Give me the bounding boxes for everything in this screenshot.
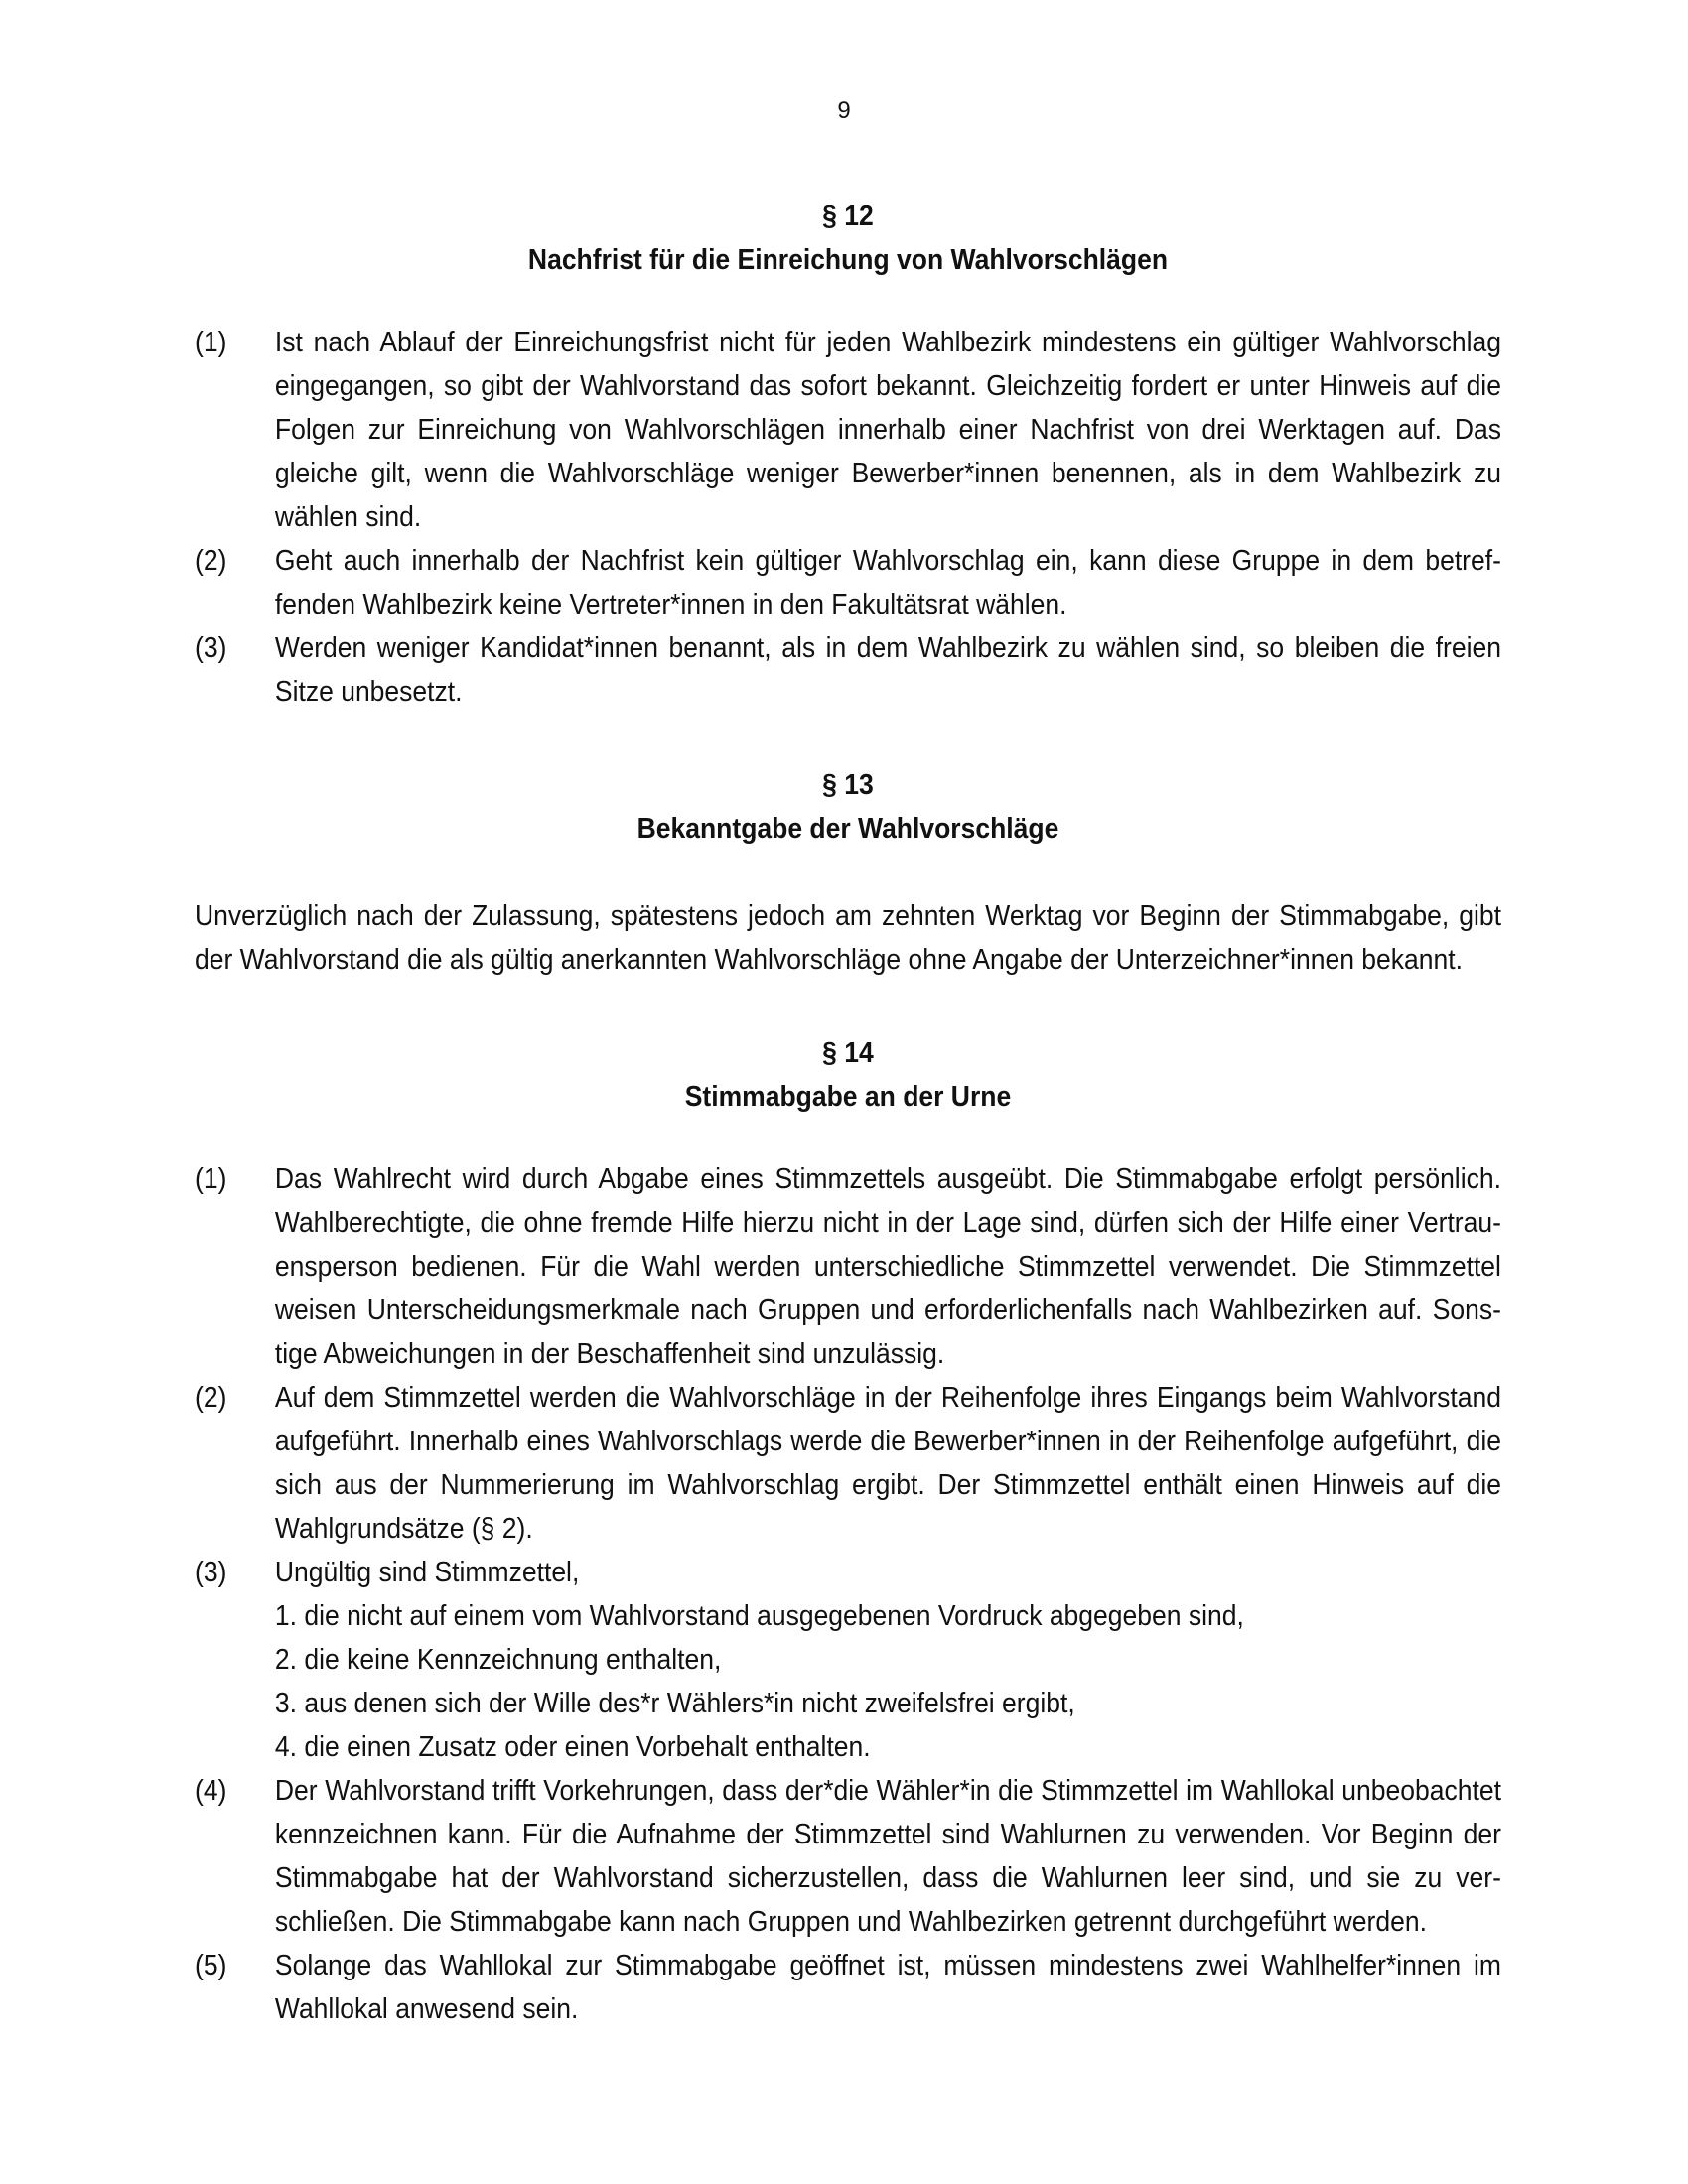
page-number: 9	[837, 97, 851, 124]
paragraph	[195, 1944, 1501, 2031]
paragraph-text: Ist nach Ablauf der Einreichungsfrist nicht für jeden Wahlbezirk mindestens ein gültiger Wahlvorschlag eingegangen, so gibt der Wahlvorstand das sofort bekannt. Gleichzeitig fordert er unter Hinweis auf die Folgen zur Einreichung von Wahlvorschlägen innerhalb einer Nachfrist von drei Werktagen auf. Das gleiche gilt, wenn die Wahlvorschläge weniger Bewerber*innen benennen, als in dem Wahlbezirk zu wählen sind.	[274, 327, 1501, 533]
list-item: 4. die einen Zusatz oder einen Vorbehalt enthalten.	[274, 1731, 871, 1763]
paragraph-text: Solange das Wahllokal zur Stimmabgabe geöffnet ist, müssen mindestens zwei Wahlhelfer*innen im Wahllokal anwesend sein.	[274, 1950, 1501, 2025]
paragraph-number: (2)	[195, 545, 227, 577]
paragraph-number: (1)	[195, 1163, 227, 1195]
paragraph-number: (4)	[195, 1775, 227, 1807]
paragraph	[195, 321, 1501, 539]
list-item: 1. die nicht auf einem vom Wahlvorstand ausgegebenen Vordruck abgegeben sind,	[274, 1600, 1244, 1632]
paragraph	[195, 626, 1501, 714]
paragraph-text: Das Wahlrecht wird durch Abgabe eines Stimmzettels ausgeübt. Die Stimmabgabe erfolgt persönlich. Wahlberechtigte, die ohne fremde Hilfe hierzu nicht in der Lage sind, dürfen sich der Hilfe einer Vertrauensperson bedienen. Für die Wahl werden unterschiedliche Stimmzettel verwendet. Die Stimmzettel weisen Unterscheidungsmerkmale nach Gruppen und erforderlichenfalls nach Wahlbezirken auf. Sonstige Abweichungen in der Beschaffenheit sind unzulässig.	[274, 1163, 1501, 1370]
section-14	[195, 1031, 1501, 2031]
list-item: 3. aus denen sich der Wille des*r Wählers*in nicht zweifelsfrei ergibt,	[274, 1688, 1075, 1719]
section-text: Unverzüglich nach der Zulassung, spätestens jedoch am zehnten Werktag vor Beginn der Stimmabgabe, gibt der Wahlvorstand die als gültig anerkannten Wahlvorschläge ohne Angabe der Unterzeichner*innen bekannt.	[195, 900, 1501, 976]
paragraph-number: (3)	[195, 632, 227, 664]
paragraph-number: (2)	[195, 1382, 227, 1414]
paragraph-number: (1)	[195, 327, 227, 358]
paragraph-number: (3)	[195, 1557, 227, 1588]
section-12	[195, 195, 1501, 714]
section-title: Nachfrist für die Einreichung von Wahlvorschlägen	[527, 244, 1169, 276]
paragraph-text: Geht auch innerhalb der Nachfrist kein gültiger Wahlvorschlag ein, kann diese Gruppe in dem betreffenden Wahlbezirk keine Vertreter*innen in den Fakultätsrat wählen.	[274, 545, 1501, 620]
document-body	[195, 195, 1501, 2031]
paragraph	[195, 1551, 1501, 1769]
section-number: § 14	[822, 1037, 874, 1069]
paragraph	[195, 539, 1501, 626]
paragraph-text: Der Wahlvorstand trifft Vorkehrungen, dass der*die Wähler*in die Stimmzettel im Wahllokal unbeobachtet kennzeichnen kann. Für die Aufnahme der Stimmzettel sind Wahlurnen zu verwenden. Vor Beginn der Stimmabgabe hat der Wahlvorstand sicherzustellen, dass die Wahlurnen leer sind, und sie zu verschließen. Die Stimmabgabe kann nach Gruppen und Wahlbezirken getrennt durchgeführt werden.	[274, 1775, 1501, 1938]
section-number: § 12	[822, 201, 874, 232]
section-title: Stimmabgabe an der Urne	[684, 1081, 1012, 1113]
list-item: 2. die keine Kennzeichnung enthalten,	[274, 1644, 722, 1676]
paragraph-number: (5)	[195, 1950, 227, 1981]
section-13	[195, 763, 1501, 982]
section-number: § 13	[822, 769, 874, 801]
section-title: Bekanntgabe der Wahlvorschläge	[636, 813, 1059, 845]
paragraph-text: Ungültig sind Stimmzettel,	[274, 1557, 580, 1588]
paragraph-text: Werden weniger Kandidat*innen benannt, als in dem Wahlbezirk zu wählen sind, so bleiben die freien Sitze unbesetzt.	[274, 632, 1501, 708]
paragraph	[195, 1376, 1501, 1551]
paragraph	[195, 1769, 1501, 1944]
paragraph-text: Auf dem Stimmzettel werden die Wahlvorschläge in der Reihenfolge ihres Eingangs beim Wahlvorstand aufgeführt. Innerhalb eines Wahlvorschlags werde die Bewerber*innen in der Reihenfolge aufgeführt, die sich aus der Nummerierung im Wahlvorschlag ergibt. Der Stimmzettel enthält einen Hinweis auf die Wahlgrundsätze (§ 2).	[274, 1382, 1501, 1545]
paragraph	[195, 1158, 1501, 1376]
